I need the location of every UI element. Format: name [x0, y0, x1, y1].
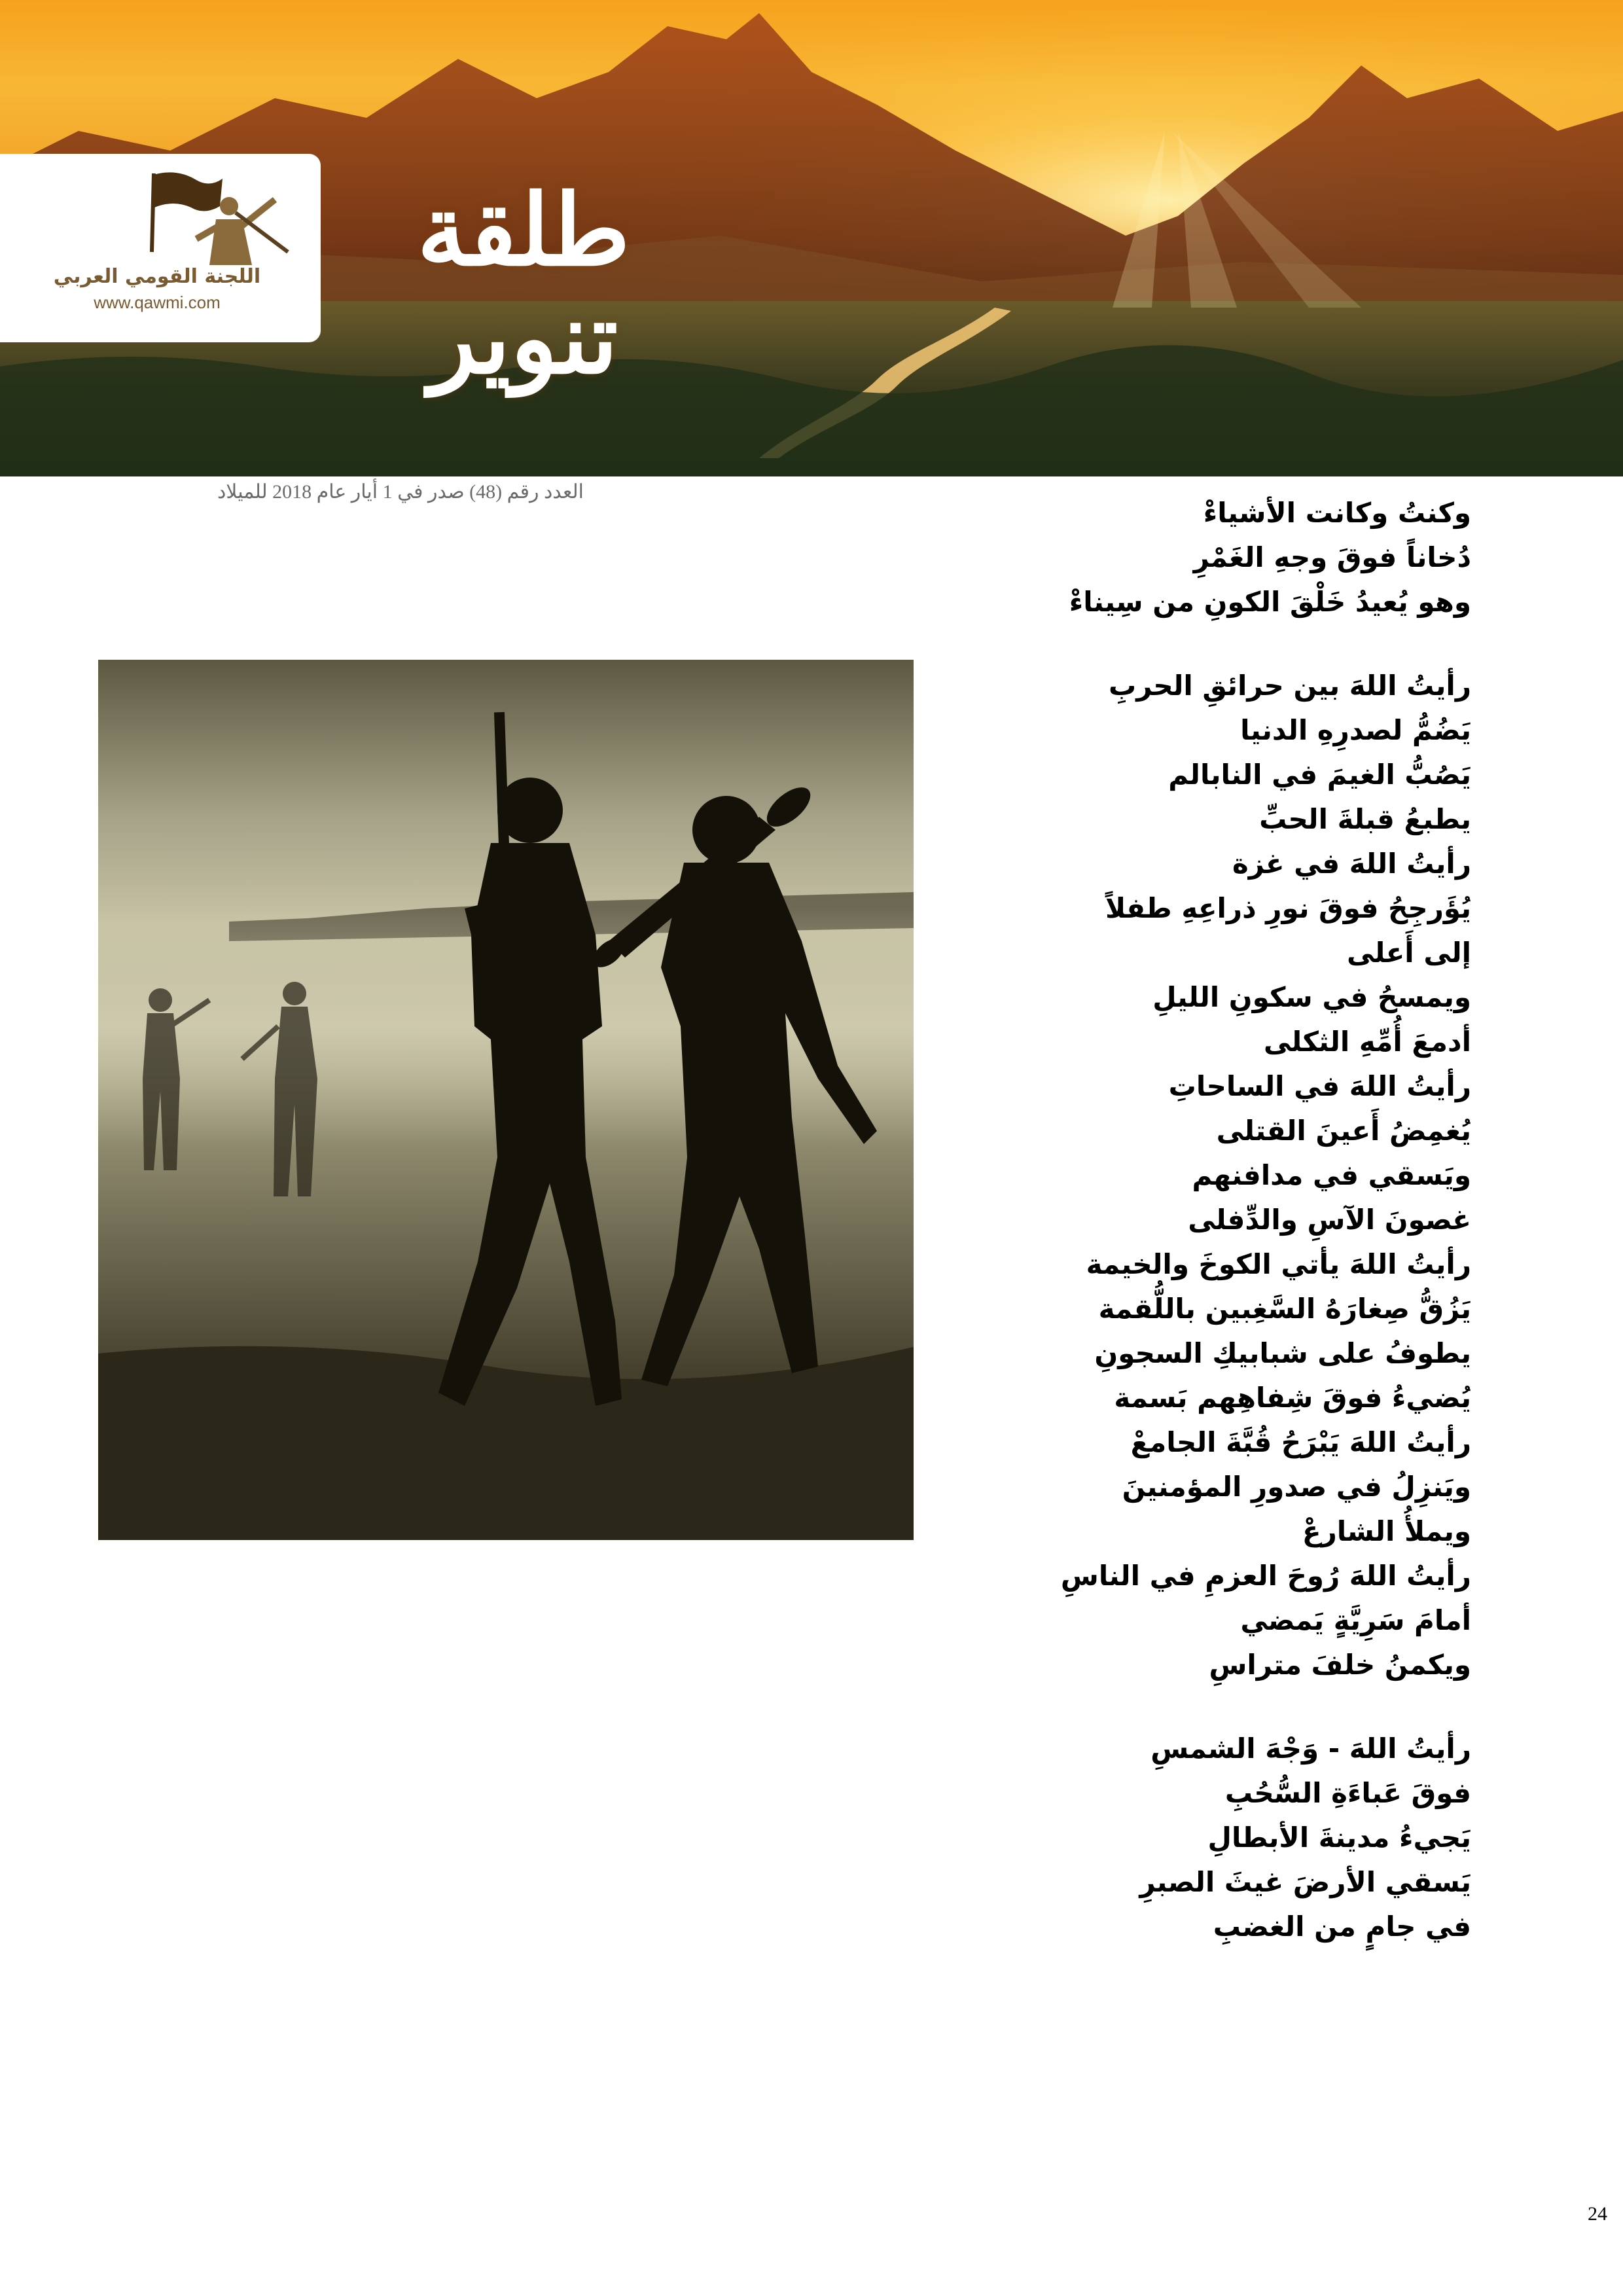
- fighter-flag-icon: [0, 154, 321, 342]
- poem-line: أدمعَ أُمِّهِ الثكلى: [1263, 1026, 1471, 1058]
- poem-line: يُضيءُ فوقَ شِفاهِهم بَسمة: [1114, 1382, 1471, 1414]
- poem-line: يطبعُ قبلةَ الحبِّ: [1259, 803, 1471, 835]
- poem-line: يُغمِضُ أَعينَ القتلى: [1216, 1115, 1471, 1147]
- logo-org-name: اللجنة القومي العربي: [53, 265, 261, 288]
- poem-line: يَجيءُ مدينةَ الأبطالِ: [1207, 1821, 1471, 1854]
- poem-line: رأيتُ اللهَ يَبْرَحُ قُبَّةَ الجامعْ: [1130, 1426, 1471, 1458]
- issue-info: العدد رقم (48) صدر في 1 أيار عام 2018 للميلاد: [217, 481, 584, 503]
- poem: [882, 491, 1471, 1949]
- poem-line: فوقَ عَباءَةِ السُّحُبِ: [1224, 1777, 1471, 1809]
- poem-line: ويَنزِلُ في صدورِ المؤمنينَ: [1122, 1471, 1471, 1503]
- fighters-silhouette-photo: [98, 660, 914, 1540]
- poem-line: دُخاناً فوقَ وجهِ الغَمْرِ: [1193, 541, 1471, 573]
- fighters-silhouette-image: [98, 660, 914, 1540]
- poem-line: يَسقي الأرضَ غيثَ الصبرِ: [1139, 1866, 1471, 1898]
- poem-line: يطوفُ على شبابيكِ السجونِ: [1094, 1337, 1471, 1369]
- poem-line: يُؤَرجِحُ فوقَ نورِ ذراعِهِ طفلاً: [1105, 892, 1471, 924]
- page-number: 24: [1588, 2203, 1607, 2225]
- poem-line: يَضُمُّ لصدرِهِ الدنيا: [1240, 714, 1471, 746]
- poem-stanza-3: [882, 1727, 1471, 1949]
- logo-url: www.qawmi.com: [94, 293, 221, 312]
- poem-line: رأيتُ اللهَ في غزة: [1232, 848, 1471, 880]
- poem-line: رأيتُ اللهَ بين حرائقِ الحربِ: [1109, 670, 1471, 702]
- poem-stanza-2: [882, 664, 1471, 1687]
- masthead-title: طلقة تنوير: [417, 173, 630, 396]
- poem-line: ويملأُ الشارعْ: [1302, 1515, 1471, 1547]
- poem-line: غصونَ الآسِ والدِّفلى: [1188, 1204, 1471, 1236]
- poem-line: ويكمنُ خلفَ متراسِ: [1209, 1649, 1471, 1681]
- poem-line: رأيتُ اللهَ - وَجْهَ الشمسِ: [1150, 1732, 1471, 1765]
- poem-stanza-1: [882, 491, 1471, 624]
- header-banner: [0, 0, 1623, 476]
- poem-line: يَصُبُّ الغيمَ في النابالم: [1168, 759, 1471, 791]
- poem-line: يَزُقُّ صِغارَهُ السَّغِبين باللُّقمة: [1098, 1293, 1471, 1325]
- poem-line: ويمسحُ في سكونِ الليلِ: [1152, 981, 1471, 1013]
- poem-line: ويَسقي في مدافنهم: [1192, 1159, 1471, 1191]
- poem-line: رأيتُ اللهَ رُوحَ العزمِ في الناسِ: [1060, 1560, 1471, 1592]
- poem-line: إلى أَعلى: [1346, 937, 1471, 969]
- poem-line: وهو يُعيدُ خَلْقَ الكونِ من سِيناءْ: [1069, 586, 1471, 618]
- poem-line: وكنتُ وكانت الأشياءْ: [1203, 497, 1471, 529]
- publisher-logo: [0, 154, 321, 342]
- poem-line: أمامَ سَرِيَّةٍ يَمضي: [1240, 1604, 1471, 1636]
- poem-line: في جامٍ من الغضبِ: [1213, 1910, 1471, 1943]
- poem-line: رأيتُ اللهَ يأتي الكوخَ والخيمة: [1086, 1248, 1471, 1280]
- poem-line: رأيتُ اللهَ في الساحاتِ: [1168, 1070, 1471, 1102]
